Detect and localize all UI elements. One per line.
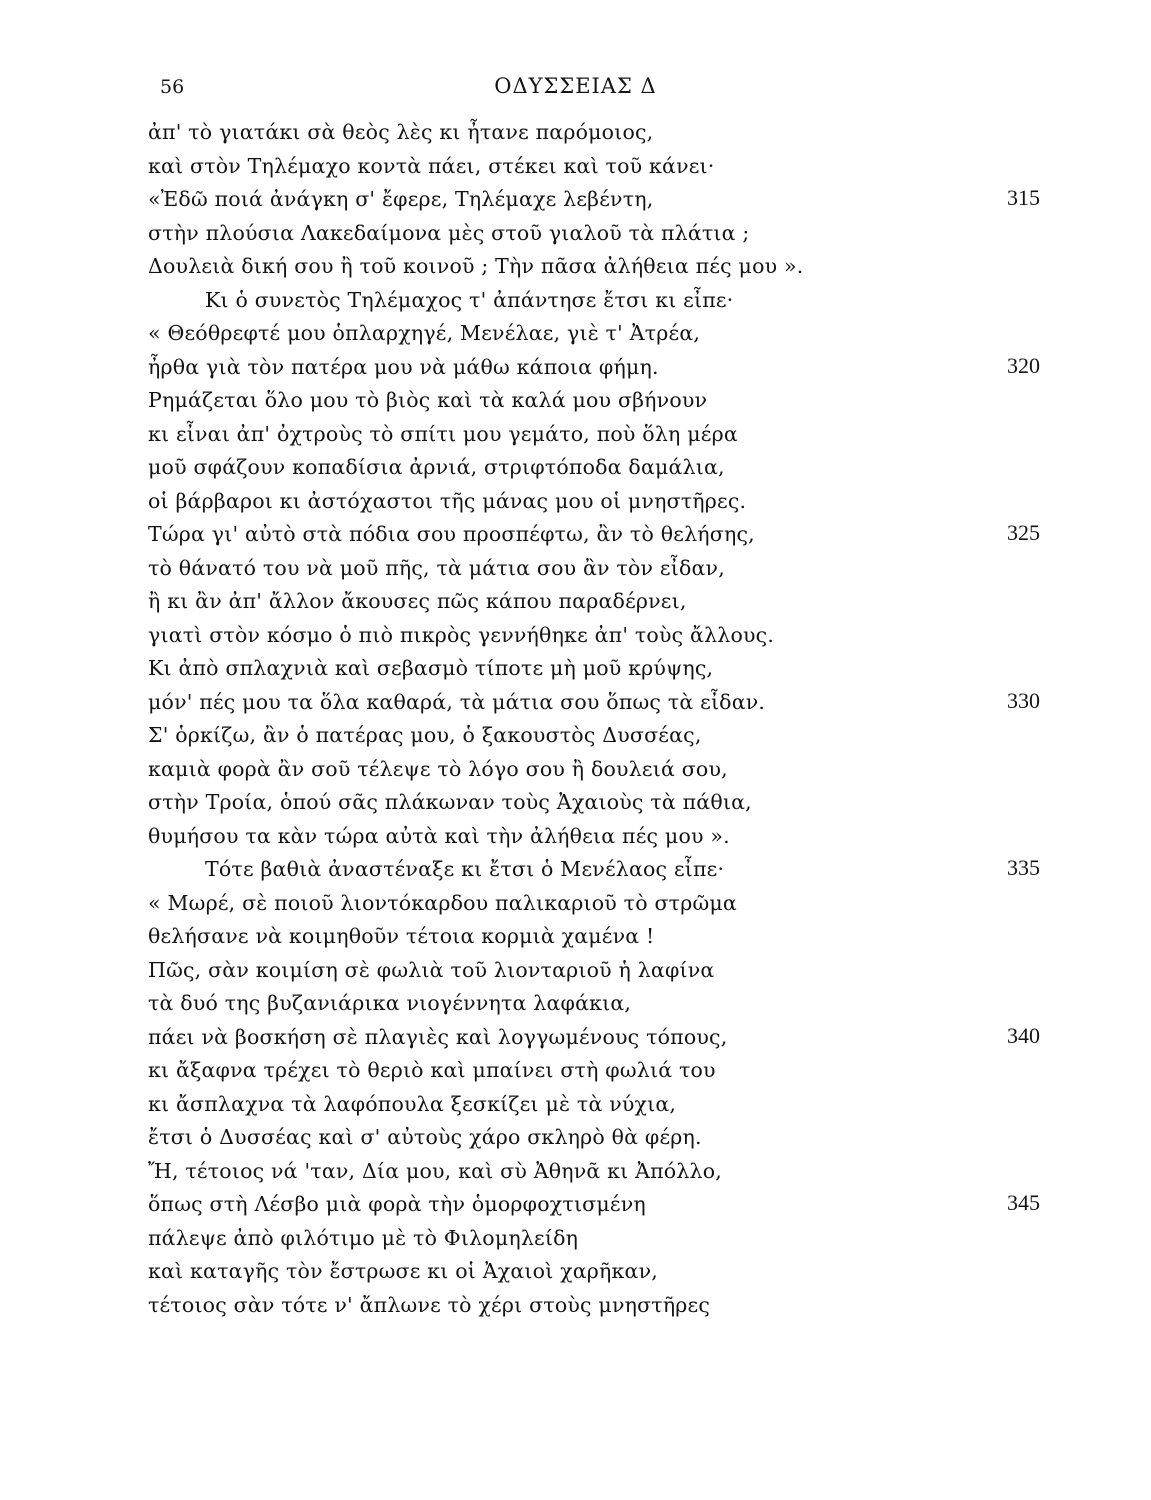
verse-text: κι εἶναι ἀπ' ὀχτροὺς τὸ σπίτι μου γεμάτο, ποὺ ὅλη μέρα [148, 421, 738, 446]
verse-line [0, 185, 1151, 219]
verse-line [0, 420, 1151, 454]
verse-text: Κι ὁ συνετὸς Τηλέμαχος τ' ἀπάντησε ἔτσι κι εἶπε· [205, 287, 734, 312]
verse-line [0, 721, 1151, 755]
verse-block [0, 118, 1151, 1324]
verse-line [0, 252, 1151, 286]
verse-text: καμιὰ φορὰ ἂν σοῦ τέλεψε τὸ λόγο σου ἢ δουλειά σου, [148, 756, 728, 781]
verse-line [0, 688, 1151, 722]
verse-line [0, 453, 1151, 487]
verse-line [0, 1291, 1151, 1325]
verse-text: μοῦ σφάζουν κοπαδίσια ἀρνιά, στριφτόποδα δαμάλια, [148, 455, 725, 479]
verse-text: Κι ἀπὸ σπλαχνιὰ καὶ σεβασμὸ τίποτε μὴ μοῦ κρύψης, [148, 656, 714, 680]
verse-line [0, 152, 1151, 186]
verse-line [0, 1123, 1151, 1157]
verse-text: ἔτσι ὁ Δυσσέας καὶ σ' αὐτοὺς χάρο σκληρὸ θὰ φέρη. [148, 1125, 702, 1149]
verse-line [0, 822, 1151, 856]
verse-text: ἢ κι ἂν ἀπ' ἄλλον ἄκουσες πῶς κάπου παραδέρνει, [148, 589, 687, 613]
verse-text: ἀπ' τὸ γιατάκι σὰ θεὸς λὲς κι ἦτανε παρόμοιος, [148, 120, 654, 144]
verse-line [0, 1056, 1151, 1090]
verse-text: μόν' πές μου τα ὅλα καθαρά, τὰ μάτια σου ὅπως τὰ εἶδαν. [148, 689, 766, 714]
verse-text: «Ἐδῶ ποιά ἀνάγκη σ' ἔφερε, Τηλέμαχε λεβέντη, [148, 187, 654, 211]
verse-text: ὅπως στὴ Λέσβο μιὰ φορὰ τὴν ὁμορφοχτισμένη [148, 1192, 646, 1216]
verse-line [0, 1090, 1151, 1124]
verse-line [0, 219, 1151, 253]
verse-line [0, 788, 1151, 822]
verse-line [0, 319, 1151, 353]
verse-line [0, 386, 1151, 420]
verse-line [0, 520, 1151, 554]
line-number: 315 [1007, 185, 1040, 210]
verse-line [0, 855, 1151, 889]
verse-text: πάει νὰ βοσκήση σὲ πλαγιὲς καὶ λογγωμένους τόπους, [148, 1024, 728, 1049]
verse-text: ἦρθα γιὰ τὸν πατέρα μου νὰ μάθω κάποια φήμη. [148, 354, 659, 379]
verse-line [0, 353, 1151, 387]
verse-text: γιατὶ στὸν κόσμο ὁ πιὸ πικρὸς γεννήθηκε ἀπ' τοὺς ἄλλους. [148, 622, 775, 647]
verse-line [0, 487, 1151, 521]
line-number: 330 [1007, 687, 1040, 713]
verse-text: πάλεψε ἀπὸ φιλότιμο μὲ τὸ Φιλομηλείδη [148, 1225, 579, 1250]
verse-text: στὴν πλούσια Λακεδαίμονα μὲς στοῦ γιαλοῦ τὰ πλάτια ; [148, 220, 750, 245]
verse-text: « Μωρέ, σὲ ποιοῦ λιοντόκαρδου παλικαριοῦ τὸ στρῶμα [148, 890, 737, 915]
verse-text: Τότε βαθιὰ ἀναστέναξε κι ἔτσι ὁ Μενέλαος εἶπε· [205, 857, 725, 881]
verse-text: Τώρα γι' αὐτὸ στὰ πόδια σου προσπέφτω, ἂν τὸ θελήσης, [148, 522, 755, 546]
verse-line [0, 286, 1151, 320]
verse-line [0, 1257, 1151, 1291]
verse-text: Ρημάζεται ὅλο μου τὸ βιὸς καὶ τὰ καλά μου σβήνουν [148, 388, 708, 412]
verse-line [0, 587, 1151, 621]
verse-text: τὰ δυό της βυζανιάρικα νιογέννητα λαφάκια, [148, 991, 632, 1015]
page-header [0, 68, 1151, 108]
verse-line [0, 755, 1151, 789]
verse-text: Σ' ὁρκίζω, ἂν ὁ πατέρας μου, ὁ ξακουστὸς Δυσσέας, [148, 723, 702, 747]
verse-text: θελήσανε νὰ κοιμηθοῦν τέτοια κορμιὰ χαμένα ! [148, 924, 655, 948]
verse-text: θυμήσου τα κὰν τώρα αὐτὰ καὶ τὴν ἀλήθεια πές μου ». [148, 823, 730, 848]
verse-line [0, 554, 1151, 588]
line-number: 320 [1007, 352, 1040, 378]
verse-line [0, 1224, 1151, 1258]
verse-line [0, 922, 1151, 956]
line-number: 340 [1007, 1022, 1040, 1048]
verse-text: κι ἄξαφνα τρέχει τὸ θεριὸ καὶ μπαίνει στὴ φωλιά του [148, 1058, 716, 1082]
line-number: 345 [1007, 1190, 1040, 1215]
verse-text: τὸ θάνατό του νὰ μοῦ πῆς, τὰ μάτια σου ἂν τὸν εἶδαν, [148, 555, 725, 580]
line-number: 325 [1007, 520, 1040, 545]
verse-text: καὶ καταγῆς τὸν ἔστρωσε κι οἱ Ἀχαιοὶ χαρῆκαν, [148, 1259, 658, 1283]
verse-text: οἱ βάρβαροι κι ἀστόχαστοι τῆς μάνας μου οἱ μνηστῆρες. [148, 488, 747, 513]
verse-line [0, 1190, 1151, 1224]
verse-text: Ἤ, τέτοιος νά 'ταν, Δία μου, καὶ σὺ Ἀθηνᾶ κι Ἀπόλλο, [148, 1158, 722, 1183]
verse-line [0, 1023, 1151, 1057]
verse-text: κι ἄσπλαχνα τὰ λαφόπουλα ξεσκίζει μὲ τὰ νύχια, [148, 1091, 677, 1116]
verse-line [0, 1157, 1151, 1191]
verse-text: καὶ στὸν Τηλέμαχο κοντὰ πάει, στέκει καὶ τοῦ κάνει· [148, 153, 715, 178]
verse-text: τέτοιος σὰν τότε ν' ἄπλωνε τὸ χέρι στοὺς μνηστῆρες [148, 1292, 711, 1317]
verse-text: Πῶς, σὰν κοιμίση σὲ φωλιὰ τοῦ λιονταριοῦ ἡ λαφίνα [148, 957, 715, 982]
page-number: 56 [160, 76, 185, 98]
line-number: 335 [1007, 855, 1040, 880]
verse-line [0, 118, 1151, 152]
verse-line [0, 956, 1151, 990]
verse-line [0, 889, 1151, 923]
verse-text: στὴν Τροία, ὁπού σᾶς πλάκωναν τοὺς Ἀχαιοὺς τὰ πάθια, [148, 790, 752, 814]
verse-line [0, 989, 1151, 1023]
verse-text: Δουλειὰ δική σου ἢ τοῦ κοινοῦ ; Τὴν πᾶσα ἀλήθεια πές μου ». [148, 254, 804, 278]
running-title: ΟΔΥΣΣΕΙΑΣ Δ [494, 74, 657, 98]
verse-line [0, 654, 1151, 688]
verse-text: « Θεόθρεφτέ μου ὁπλαρχηγέ, Μενέλαε, γιὲ τ' Ἀτρέα, [148, 321, 701, 345]
verse-line [0, 621, 1151, 655]
